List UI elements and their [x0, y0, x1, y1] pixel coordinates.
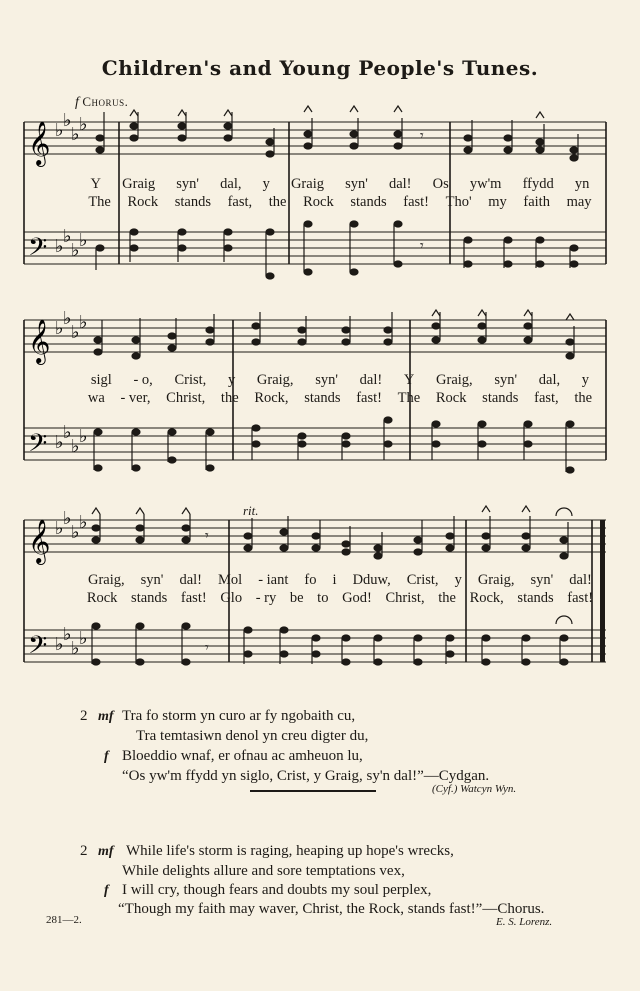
lyric-syllable: Tho' — [445, 194, 472, 210]
svg-text:♭: ♭ — [79, 114, 88, 135]
svg-text:♭: ♭ — [63, 110, 72, 131]
svg-text:♭: ♭ — [63, 624, 72, 645]
dynamic-mark: f — [104, 749, 109, 764]
svg-text:♭: ♭ — [55, 120, 64, 141]
svg-text:♭: ♭ — [63, 308, 72, 329]
lyric-syllable: faith — [523, 194, 550, 210]
verse-number: 2 — [80, 708, 88, 724]
svg-text:♭: ♭ — [79, 628, 88, 649]
lyric-syllable: The — [397, 390, 421, 406]
verse-credit: (Cyf.) Watcyn Wyn. — [432, 783, 517, 795]
lyric-syllable: Graig, — [436, 372, 473, 388]
lyric-syllable: The — [88, 194, 111, 210]
lyrics-english-3 — [80, 590, 600, 607]
lyric-syllable: - ver, — [120, 390, 151, 406]
lyric-syllable: Graig — [290, 176, 324, 192]
lyrics-welsh-3 — [80, 572, 600, 589]
ritardando-mark: rit. — [243, 503, 259, 518]
lyric-syllable: the — [574, 390, 593, 406]
lyric-syllable: dal! — [388, 176, 412, 192]
verse-line: “Os yw'm ffydd yn siglo, Crist, y Graig, sy'n dal!”—Cydgan. — [122, 768, 490, 784]
dynamic-mark: f — [104, 883, 109, 898]
verse-line: Tra fo storm yn curo ar fy ngobaith cu, — [122, 708, 356, 724]
svg-text:♭: ♭ — [71, 638, 80, 659]
svg-text:♭: ♭ — [71, 522, 80, 543]
lyric-syllable: may — [566, 194, 592, 210]
lyric-syllable: dal, — [220, 176, 242, 192]
lyric-syllable: syn' — [345, 176, 368, 192]
svg-text:𝄞: 𝄞 — [28, 319, 51, 363]
verse-line: “Though my faith may waver, Christ, the Rock, stands fast!”—Chorus. — [118, 901, 545, 917]
lyric-syllable: Graig, — [88, 572, 125, 588]
dynamic-mark: f — [75, 95, 79, 110]
lyric-syllable: dal! — [179, 572, 202, 588]
lyric-syllable: fast, — [534, 390, 559, 406]
svg-text:♭: ♭ — [79, 512, 88, 533]
svg-text:𝄢: 𝄢 — [28, 429, 48, 464]
lyric-syllable: fast! — [567, 590, 594, 606]
lyric-syllable: Rock — [435, 390, 467, 406]
lyric-syllable: syn' — [494, 372, 518, 388]
svg-text:𝄢: 𝄢 — [28, 233, 48, 268]
svg-text:♭: ♭ — [55, 236, 64, 257]
lyric-syllable: syn' — [315, 372, 338, 388]
lyric-syllable: Graig, — [477, 572, 515, 588]
svg-text:♭: ♭ — [71, 436, 80, 457]
svg-text:𝄞: 𝄞 — [28, 519, 51, 563]
svg-text:𝄾: 𝄾 — [420, 239, 424, 254]
lyric-syllable: my — [488, 194, 507, 210]
svg-text:♭: ♭ — [63, 508, 72, 529]
lyric-syllable: the — [268, 194, 287, 210]
svg-text:♭: ♭ — [55, 432, 64, 453]
lyric-syllable: y — [581, 372, 590, 388]
lyric-syllable: - ry — [255, 590, 277, 606]
lyric-syllable: dal! — [569, 572, 592, 588]
svg-text:♭: ♭ — [71, 322, 80, 343]
lyric-syllable: y — [454, 572, 462, 588]
lyric-syllable: Rock — [127, 194, 159, 210]
svg-text:♭: ♭ — [79, 312, 88, 333]
chorus-label: Chorus. — [82, 94, 129, 109]
lyric-syllable: to — [317, 590, 329, 606]
lyric-syllable: the — [438, 590, 456, 606]
page-number: 281—2. — [46, 914, 82, 926]
lyric-syllable: Dduw, — [352, 572, 391, 588]
lyric-syllable: dal! — [359, 372, 383, 388]
svg-text:♭: ♭ — [71, 124, 80, 145]
lyric-syllable: fo — [304, 572, 317, 588]
svg-text:♭: ♭ — [63, 226, 72, 247]
verse-number: 2 — [80, 843, 88, 859]
svg-text:𝄞: 𝄞 — [28, 121, 51, 165]
lyric-syllable: stands — [517, 590, 554, 606]
lyric-syllable: Graig, — [256, 372, 294, 388]
lyric-syllable: i — [332, 572, 337, 588]
lyric-syllable: Rock, — [469, 590, 504, 606]
lyric-syllable: y — [262, 176, 270, 192]
page-title: Children's and Young People's Tunes. — [101, 56, 539, 80]
lyric-syllable: Christ, — [385, 590, 425, 606]
dynamic-mark: mf — [98, 709, 114, 724]
svg-text:𝄢: 𝄢 — [28, 631, 48, 666]
svg-text:𝄾: 𝄾 — [205, 641, 209, 656]
lyric-syllable: Rock, — [254, 390, 289, 406]
lyric-syllable: Rock — [86, 590, 118, 606]
svg-text:♭: ♭ — [71, 240, 80, 261]
lyric-syllable: wa — [87, 390, 105, 406]
lyric-syllable: Rock — [303, 194, 334, 210]
lyric-syllable: fast! — [403, 194, 429, 210]
lyric-syllable: Crist, — [406, 572, 439, 588]
lyric-syllable: yn — [574, 176, 590, 192]
verse-line: I will cry, though fears and doubts my soul perplex, — [122, 882, 432, 898]
lyric-syllable: dal, — [538, 372, 561, 388]
lyric-syllable: God! — [342, 590, 372, 606]
lyric-syllable: Crist, — [174, 372, 207, 388]
svg-text:♭: ♭ — [55, 518, 64, 539]
dynamic-mark: mf — [98, 844, 114, 859]
verse-line: While life's storm is raging, heaping up hope's wrecks, — [126, 843, 454, 859]
lyric-syllable: Y — [403, 372, 415, 388]
verse-credit: E. S. Lorenz. — [496, 916, 553, 928]
lyric-syllable: stands — [350, 194, 387, 210]
svg-text:♭: ♭ — [55, 634, 64, 655]
lyric-syllable: Y — [90, 176, 102, 192]
svg-text:♭: ♭ — [55, 318, 64, 339]
lyric-syllable: y — [227, 372, 236, 388]
lyric-syllable: the — [220, 390, 239, 406]
lyric-syllable: fast! — [356, 390, 382, 406]
svg-text:♭: ♭ — [63, 422, 72, 443]
lyric-syllable: stands — [174, 194, 211, 210]
lyric-syllable: Os — [432, 176, 449, 192]
svg-text:♭: ♭ — [79, 426, 88, 447]
lyric-syllable: yw'm — [469, 176, 502, 192]
lyric-syllable: ffydd — [522, 176, 554, 192]
lyric-syllable: Christ, — [166, 390, 206, 406]
section-divider — [250, 790, 376, 792]
lyric-syllable: fast, — [227, 194, 253, 210]
lyric-syllable: syn' — [176, 176, 200, 192]
svg-text:♭: ♭ — [79, 230, 88, 251]
svg-text:𝄾: 𝄾 — [205, 529, 209, 544]
lyric-syllable: be — [289, 590, 304, 606]
lyric-syllable: syn' — [530, 572, 554, 588]
lyric-syllable: syn' — [140, 572, 164, 588]
verse-line: While delights allure and sore temptations vex, — [122, 863, 405, 879]
lyric-syllable: fast! — [180, 590, 207, 606]
lyric-syllable: sigl — [90, 372, 112, 388]
verse-line: Tra temtasiwn denol yn creu digter du, — [136, 728, 369, 744]
lyric-syllable: stands — [304, 390, 341, 406]
verse-line: Bloeddio wnaf, er ofnau ac amheuon lu, — [122, 748, 363, 764]
lyric-syllable: stands — [131, 590, 168, 606]
lyric-syllable: Mol — [218, 572, 243, 588]
lyric-syllable: Glo — [220, 590, 243, 606]
lyric-syllable: - o, — [133, 372, 153, 388]
lyric-syllable: - iant — [258, 572, 289, 588]
lyric-syllable: Graig — [122, 176, 156, 192]
lyric-syllable: stands — [482, 390, 519, 406]
svg-text:𝄾: 𝄾 — [420, 129, 424, 144]
